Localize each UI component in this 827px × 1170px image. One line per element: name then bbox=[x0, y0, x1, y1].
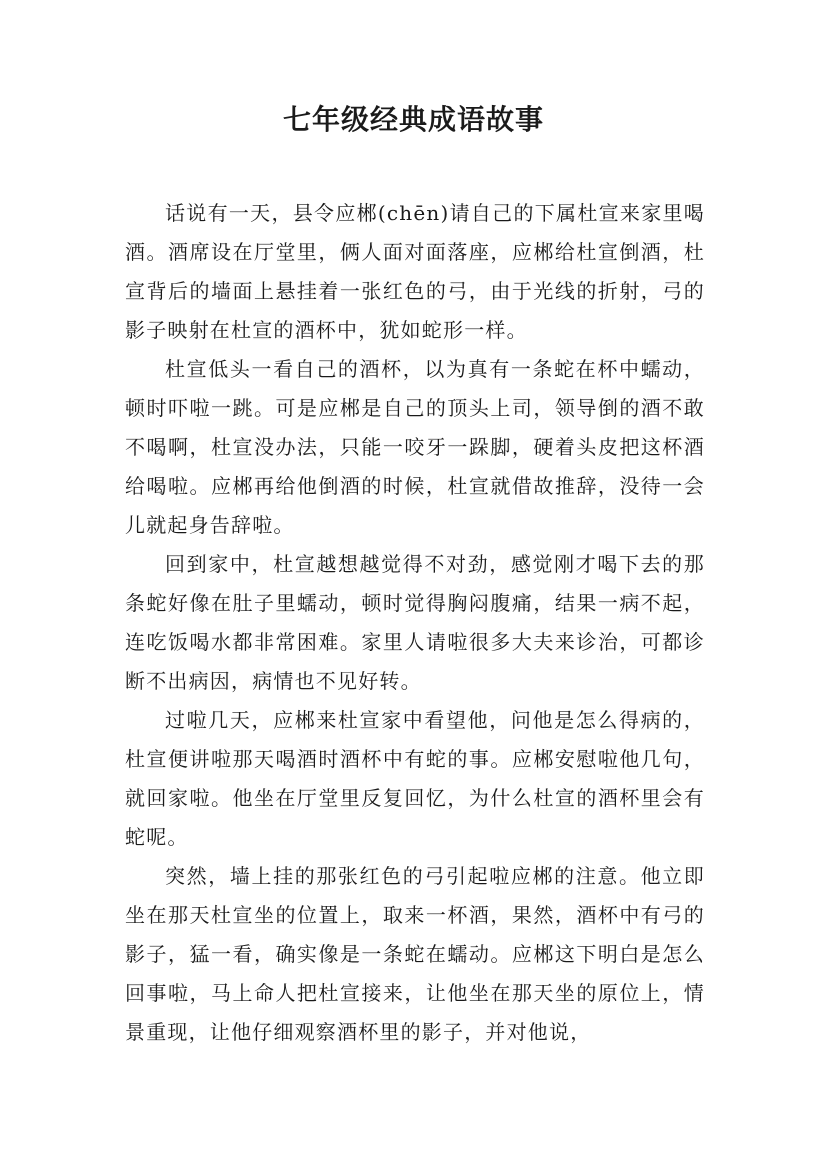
document-body bbox=[125, 194, 705, 1052]
paragraph-5: 突然，墙上挂的那张红色的弓引起啦应郴的注意。他立即坐在那天杜宣坐的位置上，取来一杯酒，果然，酒杯中有弓的影子，猛一看，确实像是一条蛇在蠕动。应郴这下明白是怎么回事啦，马上命人把杜宣接来，让他坐在那天坐的原位上，情景重现，让他仔细观察酒杯里的影子，并对他说， bbox=[125, 864, 705, 1044]
paragraph-4: 过啦几天，应郴来杜宣家中看望他，问他是怎么得病的，杜宣便讲啦那天喝酒时酒杯中有蛇的事。应郴安慰啦他几句，就回家啦。他坐在厅堂里反复回忆，为什么杜宣的酒杯里会有蛇呢。 bbox=[125, 708, 705, 849]
paragraph-1: 话说有一天，县令应郴(chēn)请自己的下属杜宣来家里喝酒。酒席设在厅堂里，俩人面对面落座，应郴给杜宣倒酒，杜宣背后的墙面上悬挂着一张红色的弓，由于光线的折射，弓的影子映射在杜宣的酒杯中，犹如蛇形一样。 bbox=[125, 201, 705, 342]
paragraph-2: 杜宣低头一看自己的酒杯，以为真有一条蛇在杯中蠕动，顿时吓啦一跳。可是应郴是自己的顶头上司，领导倒的酒不敢不喝啊，杜宣没办法，只能一咬牙一跺脚，硬着头皮把这杯酒给喝啦。应郴再给他倒酒的时候，杜宣就借故推辞，没待一会儿就起身告辞啦。 bbox=[125, 357, 705, 537]
document-title: 七年级经典成语故事 bbox=[282, 103, 544, 136]
paragraph-3: 回到家中，杜宣越想越觉得不对劲，感觉刚才喝下去的那条蛇好像在肚子里蠕动，顿时觉得胸闷腹痛，结果一病不起，连吃饭喝水都非常困难。家里人请啦很多大夫来诊治，可都诊断不出病因，病情也不见好转。 bbox=[125, 552, 705, 693]
